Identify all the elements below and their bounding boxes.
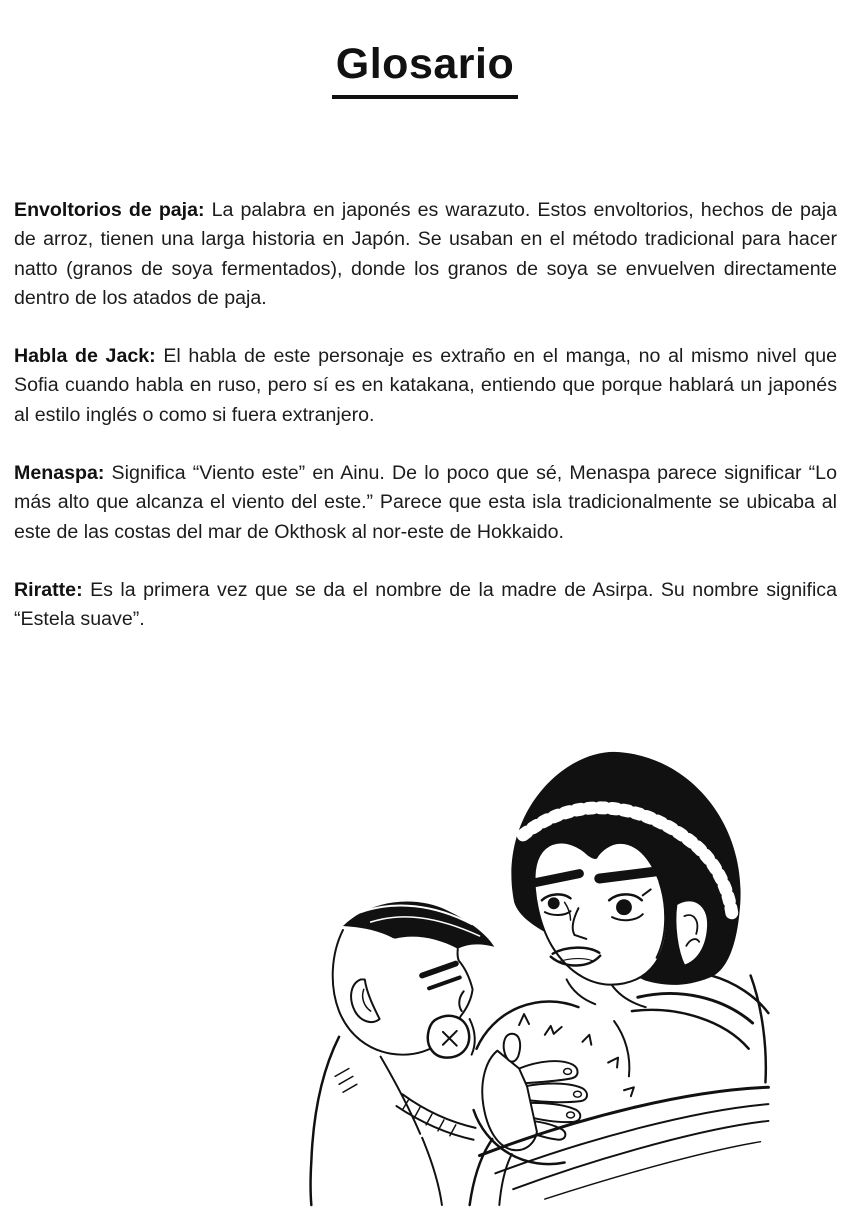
entry-term: Menaspa:: [14, 462, 105, 485]
entry-definition: Es la primera vez que se da el nombre de la madre de Asirpa. Su nombre significa “Estela suave”.: [14, 578, 837, 631]
baby-body: [311, 1037, 339, 1205]
glossary-content: [14, 196, 837, 664]
entry-definition: El habla de este personaje es extraño en el manga, no al mismo nivel que Sofia cuando habla en ruso, pero sí es en katakana, entiendo que porque hablará un japonés al estilo inglés o como si fuera extranjero.: [14, 345, 837, 426]
glossary-entry: [14, 576, 837, 635]
mother-face: [535, 842, 667, 984]
glossary-entry: [14, 342, 837, 430]
page-title: Glosario: [332, 40, 518, 99]
robe-collar: [638, 993, 753, 1022]
entry-term: Riratte:: [14, 578, 83, 601]
entry-definition: Significa “Viento este” en Ainu. De lo poco que sé, Menaspa parece significar “Lo más alto que alcanza el viento del este.” Parece que esta isla tradicionalmente se ubicaba al este de las costas del mar de Okthosk al nor-este de Hokkaido.: [14, 462, 837, 543]
glossary-entry: [14, 459, 837, 547]
entry-term: Habla de Jack:: [14, 345, 156, 368]
title-block: [0, 0, 850, 99]
entry-definition: La palabra en japonés es warazuto. Estos envoltorios, hechos de paja de arroz, tienen una larga historia en Japón. Se usaban en el método tradicional para hacer natto (granos de soya fermentados), donde los granos de soya se envuelven directamente dentro de los atados de paja.: [14, 199, 837, 309]
baby-sash: [402, 1094, 475, 1128]
entry-term: Envoltorios de paja:: [14, 199, 205, 221]
glossary-entry: [14, 196, 837, 313]
manga-illustration: [282, 742, 774, 1207]
